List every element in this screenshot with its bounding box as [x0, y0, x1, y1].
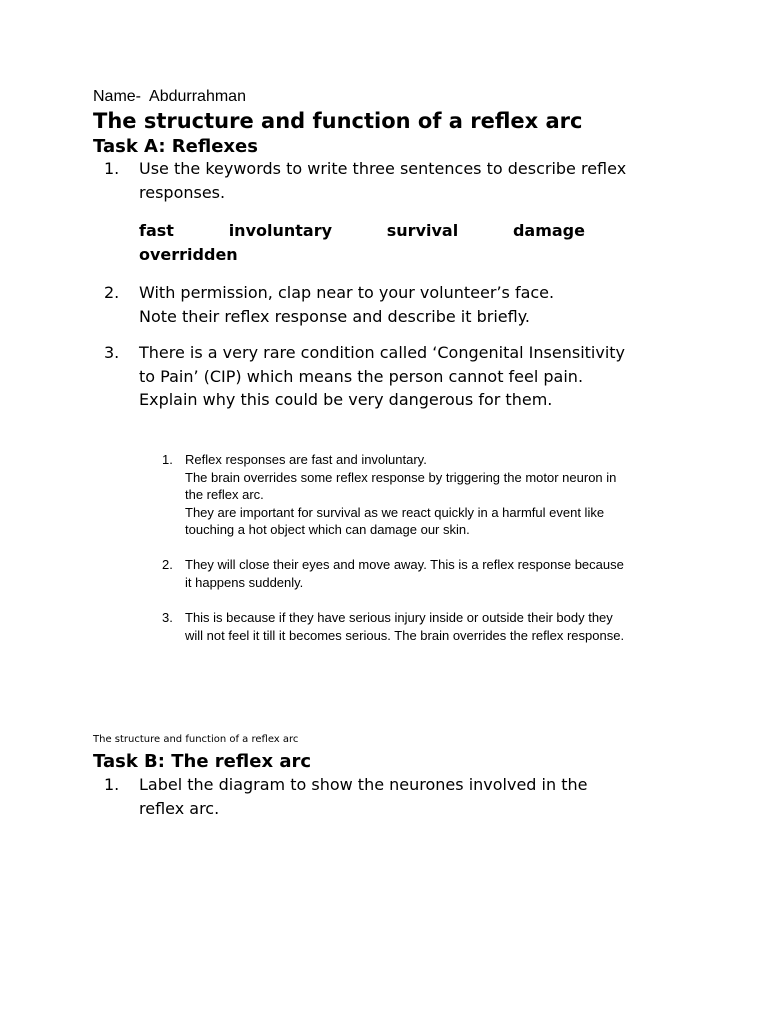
keyword: fast [139, 221, 174, 240]
answer-number: 1. [162, 452, 173, 467]
student-name: Name- Abdurrahman [93, 88, 246, 105]
question-number: 1. [104, 775, 120, 794]
keyword: survival [386, 221, 459, 240]
question-text [139, 341, 673, 412]
question-text [139, 773, 673, 820]
answer-line: it happens suddenly. [185, 575, 304, 591]
question-text [139, 281, 673, 328]
question-1 [93, 157, 673, 204]
task-b-heading: Task B: The reflex arc [93, 751, 312, 772]
question-number: 2. [104, 283, 120, 302]
answer-line: Reflex responses are fast and involuntary. [185, 452, 427, 467]
running-header: The structure and function of a reflex arc [93, 734, 299, 745]
keyword: involuntary [228, 221, 333, 240]
question-3 [93, 341, 673, 412]
answer-line: They will close their eyes and move away. This is a reflex response because [185, 557, 624, 573]
answer-line: This is because if they have serious injury inside or outside their body they [185, 610, 613, 626]
answer-number: 2. [162, 557, 173, 573]
answer-3 [162, 609, 682, 644]
page-title: The structure and function of a reflex arc [93, 109, 583, 133]
question-number: 3. [104, 343, 120, 362]
question-line: Label the diagram to show the neurones involved in the [139, 775, 588, 794]
question-line: Note their reflex response and describe it briefly. [139, 306, 530, 326]
keyword: overridden [139, 245, 238, 264]
answer-1 [162, 451, 682, 539]
task-a-heading: Task A: Reflexes [93, 136, 258, 157]
answer-line: will not feel it till it becomes serious. The brain overrides the reflex response. [185, 627, 625, 643]
keyword-row [139, 219, 585, 243]
keyword: damage [512, 221, 585, 240]
question-line: responses. [139, 182, 226, 202]
question-line: reflex arc. [139, 798, 220, 818]
answer-number: 3. [162, 610, 173, 626]
question-text [139, 157, 673, 204]
question-line: Use the keywords to write three sentences to describe reflex [139, 159, 627, 178]
answer-line: They are important for survival as we react quickly in a harmful event like [185, 504, 605, 520]
question-line: There is a very rare condition called ‘Congenital Insensitivity [139, 343, 626, 362]
keyword-row [139, 243, 585, 267]
answer-line: The brain overrides some reflex response by triggering the motor neuron in [185, 469, 617, 485]
keyword-list [139, 219, 585, 267]
question-line: Explain why this could be very dangerous for them. [139, 390, 553, 409]
answer-line: touching a hot object which can damage our skin. [185, 522, 470, 538]
answer-2 [162, 556, 682, 591]
question-line: to Pain’ (CIP) which means the person cannot feel pain. [139, 366, 584, 386]
question-2 [93, 281, 673, 328]
answer-line: the reflex arc. [185, 487, 264, 503]
task-b-question-1 [93, 773, 673, 820]
answer-list [162, 451, 682, 644]
question-number: 1. [104, 159, 120, 178]
question-line: With permission, clap near to your volunteer’s face. [139, 283, 555, 302]
